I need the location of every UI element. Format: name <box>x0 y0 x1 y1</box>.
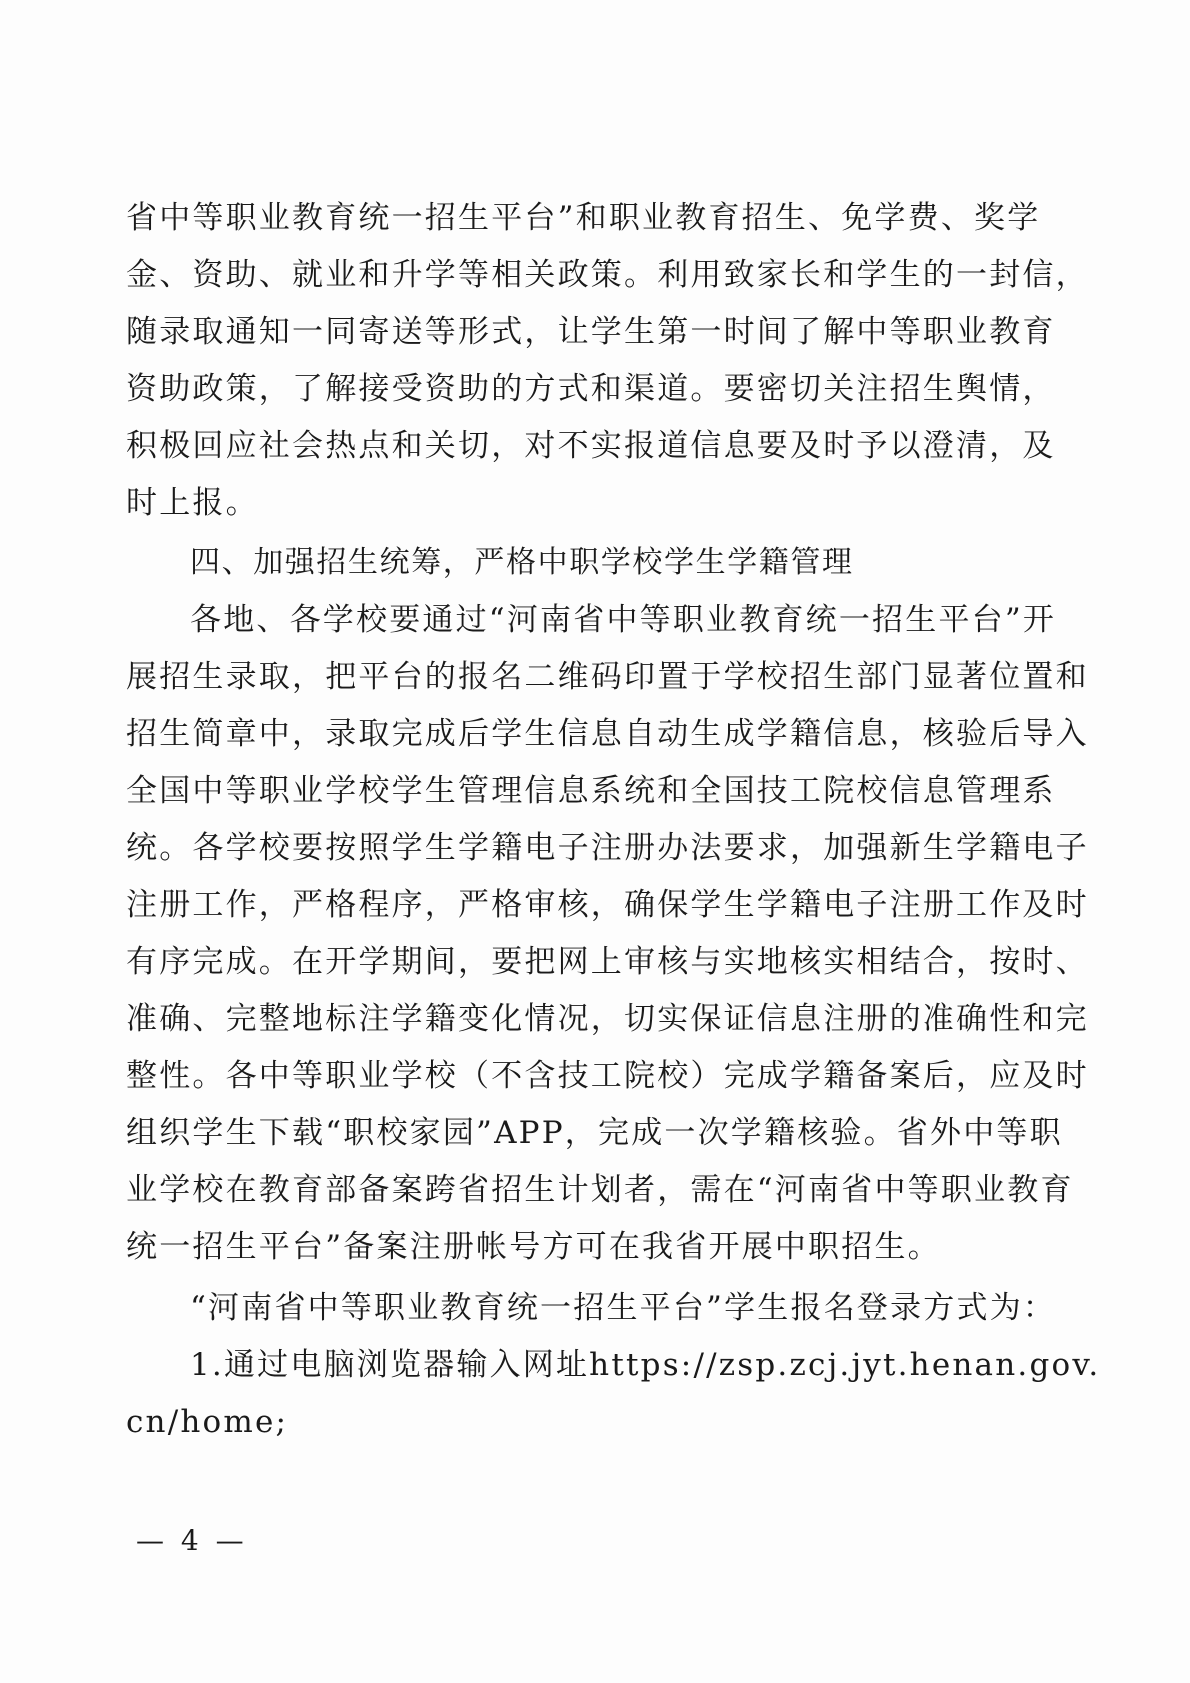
paragraph-line: 招生简章中，录取完成后学生信息自动生成学籍信息，核验后导入 <box>126 716 1089 752</box>
paragraph-line: 业学校在教育部备案跨省招生计划者，需在“河南省中等职业教育 <box>126 1172 1074 1208</box>
paragraph-line: 金、资助、就业和升学等相关政策。利用致家长和学生的一封信， <box>126 257 1089 293</box>
paragraph-line: 1.通过电脑浏览器输入网址https://zsp.zcj.jyt.henan.gov. <box>190 1347 1101 1383</box>
paragraph-line: 随录取通知一同寄送等形式，让学生第一时间了解中等职业教育 <box>126 314 1056 350</box>
paragraph-line: cn/home; <box>126 1404 289 1440</box>
paragraph-line: 有序完成。在开学期间，要把网上审核与实地核实相结合，按时、 <box>126 944 1089 980</box>
paragraph-line: 时上报。 <box>126 485 259 521</box>
paragraph-line: 省中等职业教育统一招生平台”和职业教育招生、免学费、奖学 <box>126 200 1041 236</box>
paragraph-line: 组织学生下载“职校家园”APP，完成一次学籍核验。省外中等职 <box>126 1115 1063 1151</box>
paragraph-line: 展招生录取，把平台的报名二维码印置于学校招生部门显著位置和 <box>126 659 1089 695</box>
paragraph-line: 准确、完整地标注学籍变化情况，切实保证信息注册的准确性和完 <box>126 1001 1089 1037</box>
paragraph-line: 资助政策，了解接受资助的方式和渠道。要密切关注招生舆情， <box>126 371 1056 407</box>
paragraph-line: 各地、各学校要通过“河南省中等职业教育统一招生平台”开 <box>190 602 1057 638</box>
page-number: — 4 — <box>136 1524 248 1557</box>
paragraph-line: 整性。各中等职业学校（不含技工院校）完成学籍备案后，应及时 <box>126 1058 1089 1094</box>
paragraph-line: 统一招生平台”备案注册帐号方可在我省开展中职招生。 <box>126 1229 941 1265</box>
paragraph-line: 积极回应社会热点和关切，对不实报道信息要及时予以澄清，及 <box>126 428 1056 464</box>
paragraph-line: “河南省中等职业教育统一招生平台”学生报名登录方式为： <box>190 1290 1057 1326</box>
paragraph-line: 统。各学校要按照学生学籍电子注册办法要求，加强新生学籍电子 <box>126 830 1089 866</box>
paragraph-line: 注册工作，严格程序，严格审核，确保学生学籍电子注册工作及时 <box>126 887 1089 923</box>
section-heading: 四、加强招生统筹，严格中职学校学生学籍管理 <box>190 545 854 580</box>
paragraph-line: 全国中等职业学校学生管理信息系统和全国技工院校信息管理系 <box>126 773 1056 809</box>
